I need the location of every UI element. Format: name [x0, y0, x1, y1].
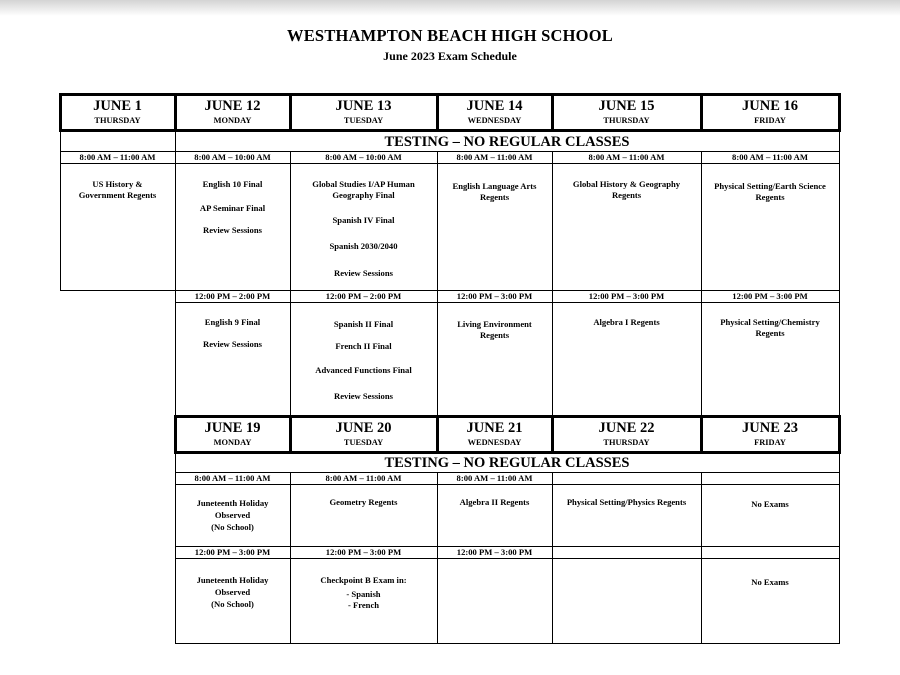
exam-entry: English Language Arts — [452, 181, 537, 191]
day-date-label: JUNE 1 — [93, 98, 142, 114]
day-weekday-label: WEDNESDAY — [467, 438, 522, 447]
exam-time-slot: 12:00 PM – 3:00 PM — [194, 547, 271, 557]
exam-entry: AP Seminar Final — [199, 203, 266, 213]
day-date-label: JUNE 23 — [742, 420, 798, 436]
exam-entry: Global History & Geography — [572, 179, 681, 189]
exam-entry: Regents — [755, 328, 785, 338]
week2-pm-time-row-bottom-line — [175, 558, 839, 559]
exam-entry: Regents — [479, 330, 510, 340]
week2-right-border — [839, 454, 840, 644]
exam-entry: - French — [347, 600, 380, 610]
exam-entry: French II Final — [335, 341, 392, 351]
day-date-label: JUNE 22 — [598, 420, 655, 436]
week1-col1-bottom-line — [60, 290, 175, 291]
day-weekday-label: TUESDAY — [343, 438, 384, 447]
testing-banner: TESTING – NO REGULAR CLASSES — [384, 455, 630, 471]
day-date-label: JUNE 21 — [466, 420, 523, 436]
exam-entry: Living Environment — [457, 319, 532, 329]
week1-right-border — [839, 132, 840, 416]
exam-entry: US History & — [92, 179, 143, 189]
week2-time-row-bottom-line — [175, 484, 839, 485]
exam-time-slot: 12:00 PM – 3:00 PM — [588, 291, 665, 301]
day-weekday-label: TUESDAY — [343, 116, 384, 125]
day-date-label: JUNE 12 — [204, 98, 261, 114]
exam-entry: No Exams — [751, 577, 789, 587]
day-date-label: JUNE 16 — [742, 98, 798, 114]
day-weekday-label: MONDAY — [213, 438, 252, 447]
day-date-label: JUNE 14 — [466, 98, 523, 114]
window-top-shade — [0, 0, 900, 16]
exam-entry: Observed — [214, 510, 251, 520]
testing-banner: TESTING – NO REGULAR CLASSES — [384, 134, 630, 150]
exam-entry: English 10 Final — [202, 179, 263, 189]
week2-bottom-border — [175, 643, 840, 644]
exam-entry: Physical Setting/Earth Science — [714, 181, 826, 191]
exam-entry: Regents — [755, 192, 785, 202]
exam-entry: Algebra II Regents — [459, 497, 530, 507]
exam-time-slot: 12:00 PM – 3:00 PM — [456, 291, 533, 301]
exam-entry: Government Regents — [78, 190, 157, 200]
exam-entry: Regents — [611, 190, 642, 200]
exam-time-slot: 8:00 AM – 11:00 AM — [588, 152, 665, 162]
exam-entry: Spanish II Final — [333, 319, 394, 329]
day-weekday-label: FRIDAY — [754, 116, 786, 125]
day-weekday-label: THURSDAY — [94, 116, 141, 125]
exam-time-slot: 8:00 AM – 11:00 AM — [456, 152, 533, 162]
exam-entry: English 9 Final — [204, 317, 261, 327]
week2-header-bottom-border — [175, 451, 839, 454]
exam-entry: Juneteenth Holiday — [196, 575, 269, 585]
exam-time-slot: 8:00 AM – 11:00 AM — [325, 473, 402, 483]
day-weekday-label: MONDAY — [213, 116, 252, 125]
exam-entry: Geometry Regents — [329, 497, 398, 507]
week1-time-row-bottom-line — [60, 163, 839, 164]
exam-entry: Review Sessions — [203, 225, 262, 235]
exam-entry: (No School) — [211, 599, 254, 609]
exam-time-slot: 12:00 PM – 2:00 PM — [194, 291, 271, 301]
schedule-subtitle: June 2023 Exam Schedule — [383, 49, 517, 63]
exam-entry: Regents — [479, 192, 510, 202]
exam-time-slot: 8:00 AM – 10:00 AM — [194, 152, 271, 162]
week2-header-top-border — [175, 415, 839, 418]
exam-entry: Physical Setting/Physics Regents — [566, 497, 687, 507]
exam-time-slot: 12:00 PM – 3:00 PM — [456, 547, 533, 557]
week1-col-divider — [175, 152, 176, 416]
exam-entry: (No School) — [211, 522, 254, 532]
day-date-label: JUNE 13 — [335, 98, 392, 114]
exam-time-slot: 8:00 AM – 11:00 AM — [194, 473, 271, 483]
day-date-label: JUNE 20 — [335, 420, 392, 436]
exam-time-slot: 12:00 PM – 2:00 PM — [325, 291, 402, 301]
exam-entry: No Exams — [751, 499, 789, 509]
exam-entry: Observed — [214, 587, 251, 597]
exam-entry: Algebra I Regents — [593, 317, 660, 327]
exam-entry: Physical Setting/Chemistry — [720, 317, 820, 327]
exam-entry: Spanish IV Final — [332, 215, 395, 225]
exam-entry: Review Sessions — [334, 391, 393, 401]
day-date-label: JUNE 19 — [204, 420, 261, 436]
exam-time-slot: 8:00 AM – 11:00 AM — [732, 152, 808, 162]
exam-time-slot: 12:00 PM – 3:00 PM — [732, 291, 808, 301]
day-weekday-label: THURSDAY — [603, 116, 650, 125]
exam-entry: Checkpoint B Exam in: — [320, 575, 407, 585]
exam-time-slot: 8:00 AM – 11:00 AM — [456, 473, 533, 483]
week1-pm-time-row-bottom-line — [175, 302, 839, 303]
exam-entry: Review Sessions — [203, 339, 262, 349]
exam-time-slot: 8:00 AM – 10:00 AM — [325, 152, 402, 162]
school-title: WESTHAMPTON BEACH HIGH SCHOOL — [287, 26, 613, 45]
exam-entry: Global Studies I/AP Human — [312, 179, 415, 189]
exam-entry: Advanced Functions Final — [315, 365, 412, 375]
exam-time-slot: 12:00 PM – 3:00 PM — [325, 547, 402, 557]
exam-entry: Spanish 2030/2040 — [329, 241, 398, 251]
day-weekday-label: THURSDAY — [603, 438, 650, 447]
exam-entry: Juneteenth Holiday — [196, 498, 269, 508]
exam-entry: Geography Final — [332, 190, 395, 200]
exam-entry: - Spanish — [346, 589, 381, 599]
day-weekday-label: WEDNESDAY — [467, 116, 522, 125]
day-weekday-label: FRIDAY — [754, 438, 786, 447]
exam-entry: Review Sessions — [334, 268, 393, 278]
day-date-label: JUNE 15 — [598, 98, 655, 114]
exam-time-slot: 8:00 AM – 11:00 AM — [79, 152, 156, 162]
